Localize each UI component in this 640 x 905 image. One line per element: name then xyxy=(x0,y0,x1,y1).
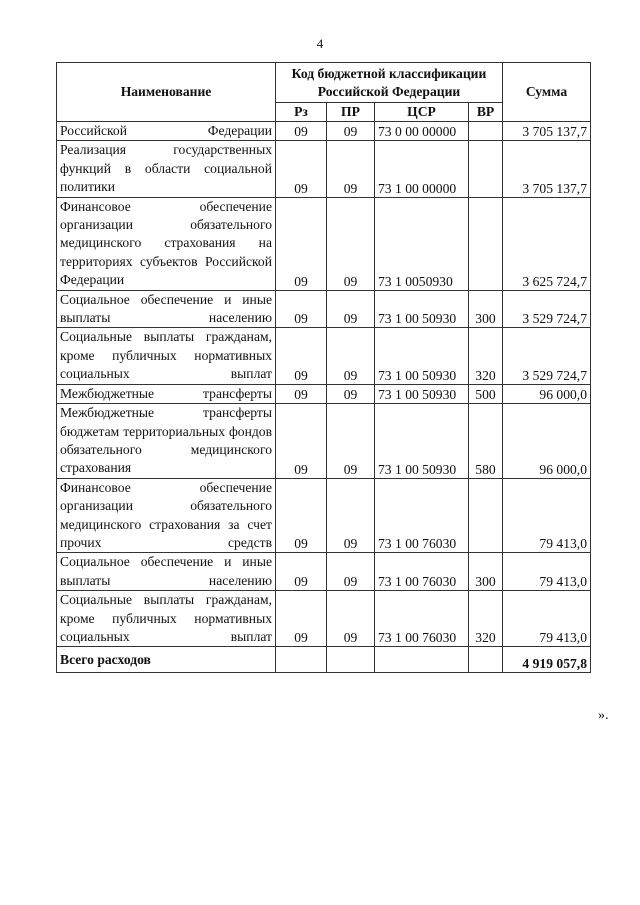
page-number: 4 xyxy=(316,36,324,51)
table-row xyxy=(57,478,591,553)
total-empty-cell xyxy=(327,647,375,673)
total-empty-cell xyxy=(375,647,469,673)
row-pr: 09 xyxy=(327,197,375,290)
row-name: Межбюджетные трансферты xyxy=(57,384,276,403)
row-csr: 73 1 00 50930 xyxy=(375,328,469,384)
row-csr: 73 1 0050930 xyxy=(375,197,469,290)
row-sum: 79 413,0 xyxy=(503,553,591,591)
row-pr: 09 xyxy=(327,478,375,553)
header-name: Наименование xyxy=(57,63,276,122)
row-rz: 09 xyxy=(276,197,327,290)
total-row xyxy=(57,647,591,673)
row-rz: 09 xyxy=(276,591,327,647)
row-name: Социальное обеспечение и иные выплаты населению xyxy=(57,290,276,328)
row-rz: 09 xyxy=(276,141,327,197)
table-row xyxy=(57,328,591,384)
row-vr xyxy=(469,122,503,141)
row-vr: 320 xyxy=(469,591,503,647)
row-sum: 3 705 137,7 xyxy=(503,141,591,197)
row-pr: 09 xyxy=(327,141,375,197)
row-sum: 3 705 137,7 xyxy=(503,122,591,141)
table-row xyxy=(57,197,591,290)
total-label: Всего расходов xyxy=(57,647,276,673)
row-rz: 09 xyxy=(276,328,327,384)
row-csr: 73 1 00 50930 xyxy=(375,384,469,403)
row-sum: 3 529 724,7 xyxy=(503,328,591,384)
row-vr: 320 xyxy=(469,328,503,384)
row-name: Реализация государственных функций в области социальной политики xyxy=(57,141,276,197)
header-vr: ВР xyxy=(469,103,503,122)
row-vr: 580 xyxy=(469,404,503,479)
row-pr: 09 xyxy=(327,328,375,384)
row-name: Социальное обеспечение и иные выплаты населению xyxy=(57,553,276,591)
row-pr: 09 xyxy=(327,404,375,479)
table-row xyxy=(57,591,591,647)
row-vr: 500 xyxy=(469,384,503,403)
table-row xyxy=(57,384,591,403)
row-rz: 09 xyxy=(276,553,327,591)
row-csr: 73 1 00 50930 xyxy=(375,290,469,328)
header-rz: Рз xyxy=(276,103,327,122)
row-sum: 79 413,0 xyxy=(503,478,591,553)
row-pr: 09 xyxy=(327,591,375,647)
row-name: Финансовое обеспечение организации обязательного медицинского страхования за счет прочих средств xyxy=(57,478,276,553)
row-pr: 09 xyxy=(327,122,375,141)
row-sum: 79 413,0 xyxy=(503,591,591,647)
row-sum: 96 000,0 xyxy=(503,404,591,479)
row-rz: 09 xyxy=(276,384,327,403)
row-pr: 09 xyxy=(327,553,375,591)
row-csr: 73 1 00 76030 xyxy=(375,553,469,591)
total-empty-cell xyxy=(469,647,503,673)
closing-quote: ». xyxy=(598,708,609,723)
header-code-group: Код бюджетной классификации Российской Федерации xyxy=(276,63,503,103)
budget-table xyxy=(56,62,591,673)
header-pr: ПР xyxy=(327,103,375,122)
row-name: Российской Федерации xyxy=(57,122,276,141)
table-row xyxy=(57,122,591,141)
row-name: Финансовое обеспечение организации обязательного медицинского страхования на территориях субъектов Российской Федерации xyxy=(57,197,276,290)
row-sum: 3 529 724,7 xyxy=(503,290,591,328)
row-pr: 09 xyxy=(327,290,375,328)
row-csr: 73 1 00 00000 xyxy=(375,141,469,197)
row-rz: 09 xyxy=(276,122,327,141)
row-csr: 73 1 00 76030 xyxy=(375,591,469,647)
row-csr: 73 1 00 50930 xyxy=(375,404,469,479)
table-row xyxy=(57,553,591,591)
row-vr xyxy=(469,478,503,553)
table-row xyxy=(57,404,591,479)
row-vr xyxy=(469,141,503,197)
row-vr: 300 xyxy=(469,290,503,328)
table-row xyxy=(57,290,591,328)
total-sum: 4 919 057,8 xyxy=(503,647,591,673)
row-vr xyxy=(469,197,503,290)
row-name: Социальные выплаты гражданам, кроме публичных нормативных социальных выплат xyxy=(57,591,276,647)
row-rz: 09 xyxy=(276,404,327,479)
header-csr: ЦСР xyxy=(375,103,469,122)
header-sum: Сумма xyxy=(503,63,591,122)
row-rz: 09 xyxy=(276,478,327,553)
row-sum: 96 000,0 xyxy=(503,384,591,403)
row-rz: 09 xyxy=(276,290,327,328)
table-row xyxy=(57,141,591,197)
row-sum: 3 625 724,7 xyxy=(503,197,591,290)
total-empty-cell xyxy=(276,647,327,673)
row-name: Межбюджетные трансферты бюджетам территориальных фондов обязательного медицинского страхования xyxy=(57,404,276,479)
row-pr: 09 xyxy=(327,384,375,403)
row-csr: 73 1 00 76030 xyxy=(375,478,469,553)
row-name: Социальные выплаты гражданам, кроме публичных нормативных социальных выплат xyxy=(57,328,276,384)
row-vr: 300 xyxy=(469,553,503,591)
row-csr: 73 0 00 00000 xyxy=(375,122,469,141)
